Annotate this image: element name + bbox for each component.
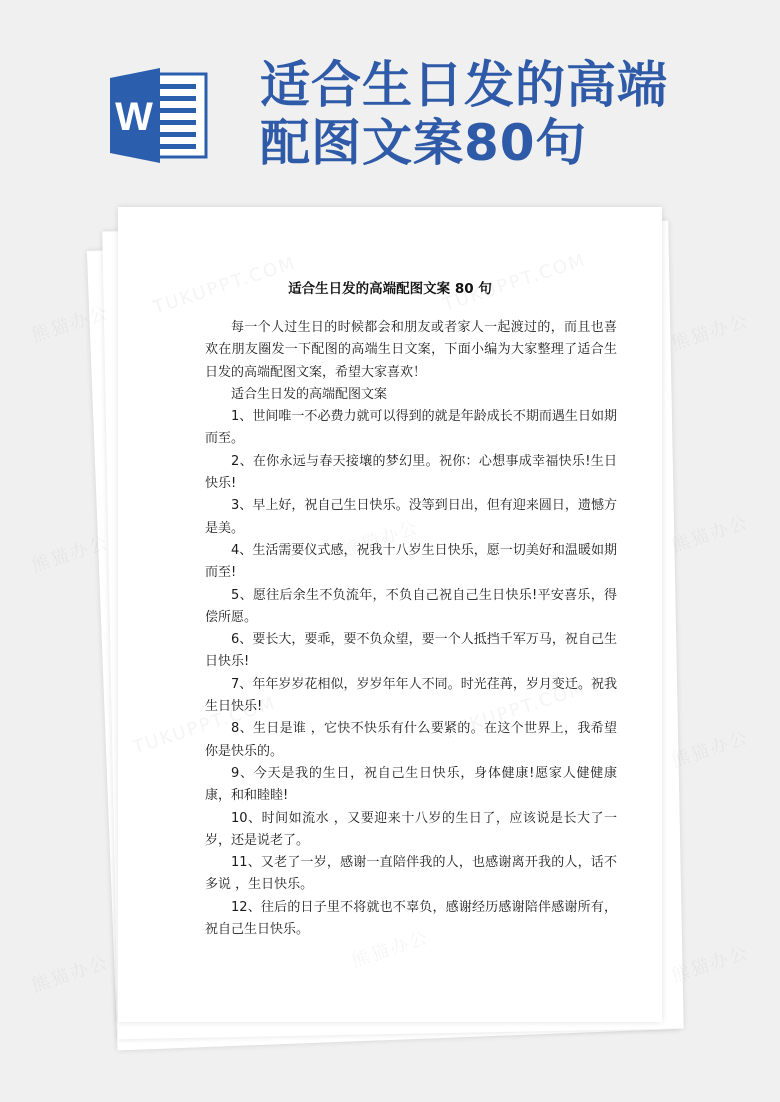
intro-paragraph: 每一个人过生日的时候都会和朋友或者家人一起渡过的，而且也喜欢在朋友圈发一下配图的高端生日文案，下面小编为大家整理了适合生日发的高端配图文案，希望大家喜欢！ — [205, 320, 617, 380]
watermark — [668, 508, 752, 557]
banner-title — [260, 56, 770, 172]
quote-item: 2、在你永远与春天接壤的梦幻里。祝你：心想事成幸福快乐!生日快乐! — [205, 453, 617, 492]
section-subheading: 适合生日发的高端配图文案 — [231, 386, 388, 402]
word-document-icon — [110, 68, 210, 163]
watermark — [28, 948, 112, 997]
quote-item: 1、世间唯一不必费力就可以得到的就是年龄成长不期而遇生日如期而至。 — [205, 409, 617, 447]
watermark — [668, 306, 752, 355]
quote-item: 12、往后的日子里不将就也不辜负，感谢经历感谢陪伴感谢所有，祝自己生日快乐。 — [205, 899, 617, 938]
quote-item: 11、又老了一岁，感谢一直陪伴我的人，也感谢离开我的人，话不多说 ，生日快乐。 — [205, 855, 617, 893]
quote-item: 10、时间如流水 ，又要迎来十八岁的生日了，应该说是长大了一岁，还是说老了。 — [205, 810, 617, 848]
watermark — [668, 723, 752, 772]
document-page — [118, 207, 662, 1022]
banner-title-line1: 适合生日发的高端 — [260, 56, 668, 114]
quote-item: 9、今天是我的生日，祝自己生日快乐，身体健康!愿家人健健康康，和和睦睦! — [205, 765, 617, 804]
document-title: 适合生日发的高端配图文案 80 句 — [288, 281, 492, 297]
svg-text:W: W — [115, 95, 153, 139]
quote-list — [205, 406, 617, 941]
document-body — [205, 317, 617, 941]
quote-item: 8、生日是谁 ，它快不快乐有什么要紧的。在这个世界上，我希望你是快乐的。 — [205, 721, 617, 759]
quote-item: 4、生活需要仪式感，祝我十八岁生日快乐，愿一切美好和温暖如期而至! — [205, 542, 617, 581]
quote-item: 7、年年岁岁花相似，岁岁年年人不同。时光荏苒，岁月变迁。祝我生日快乐! — [205, 676, 617, 715]
quote-item: 5、愿往后余生不负流年，不负自己祝自己生日快乐!平安喜乐，得偿所愿。 — [205, 587, 617, 625]
banner-title-line2: 配图文案80句 — [260, 114, 587, 172]
quote-item: 3、早上好，祝自己生日快乐。没等到日出，但有迎来圆日，遗憾方是美。 — [205, 498, 617, 536]
quote-item: 6、要长大，要乖，要不负众望，要一个人抵挡千军万马，祝自己生日快乐! — [205, 632, 617, 670]
